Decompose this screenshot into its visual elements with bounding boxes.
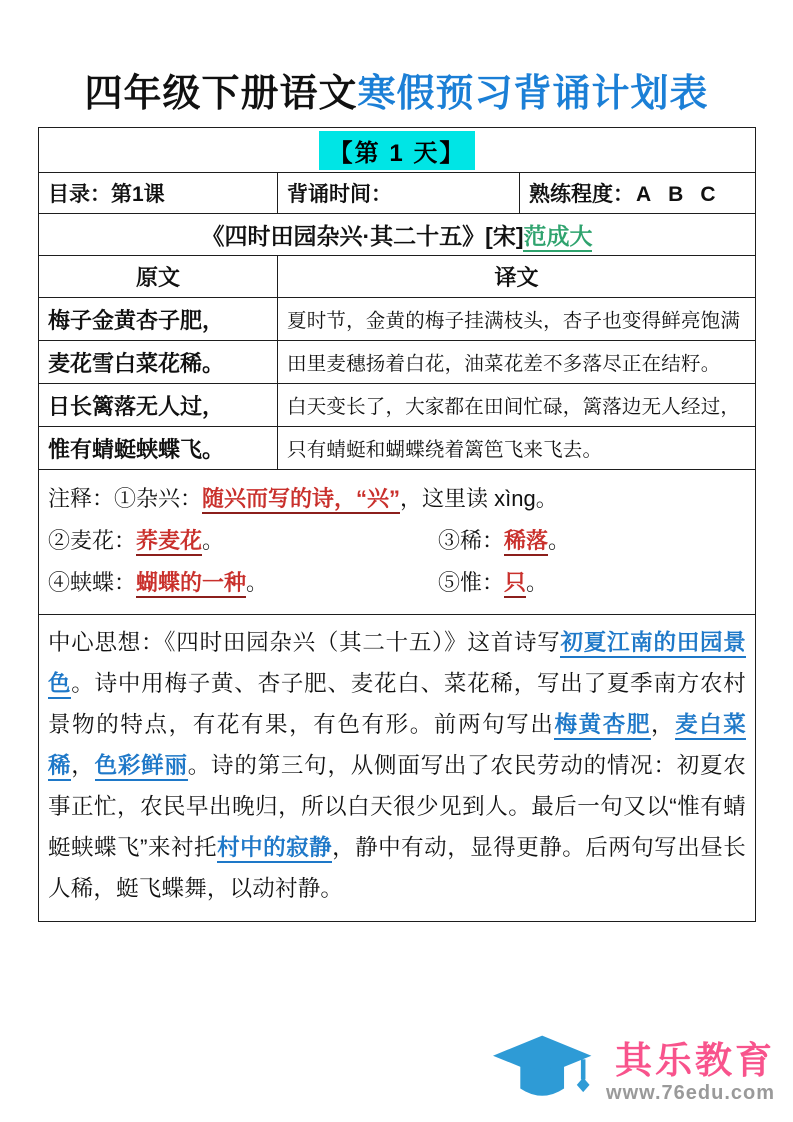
table-row bbox=[39, 298, 756, 341]
catalog-cell: 目录：第1课 bbox=[39, 173, 278, 214]
brand-name: 其乐教育 bbox=[615, 1040, 775, 1081]
poem-original: 惟有蜻蜓蛱蝶飞。 bbox=[39, 427, 278, 470]
page-title-blue: 寒假预习背诵计划表 bbox=[357, 73, 709, 115]
day-header-cell bbox=[39, 128, 756, 173]
poem-author-link[interactable]: 范成大 bbox=[523, 223, 592, 252]
column-header-translation: 译文 bbox=[278, 256, 756, 298]
day-header-badge: 【第 1 天】 bbox=[319, 131, 476, 170]
poem-translation: 田里麦穗扬着白花，油菜花差不多落尽正在结籽。 bbox=[278, 341, 756, 384]
proficiency-option-b: B bbox=[668, 183, 684, 206]
note-line-3 bbox=[48, 562, 746, 604]
poem-translation: 白天变长了，大家都在田间忙碌，篱落边无人经过， bbox=[278, 384, 756, 427]
proficiency-label: 熟练程度： bbox=[529, 183, 634, 206]
proficiency-option-c: C bbox=[700, 183, 716, 206]
proficiency-option-a: A bbox=[636, 183, 652, 206]
note-2-left: ②麦花：荞麦花。 bbox=[48, 520, 438, 562]
poem-title-cell bbox=[39, 214, 756, 256]
poem-translation: 夏时节，金黄的梅子挂满枝头，杏子也变得鲜亮饱满 bbox=[278, 298, 756, 341]
note-line-1: 注释：①杂兴：随兴而写的诗，“兴”，这里读 xìng。 bbox=[48, 478, 746, 520]
note-4-left: ④蛱蝶：蝴蝶的一种。 bbox=[48, 562, 438, 604]
note-line-2 bbox=[48, 520, 746, 562]
notes-cell bbox=[39, 470, 756, 615]
table-row bbox=[39, 341, 756, 384]
main-idea-cell bbox=[39, 615, 756, 922]
poem-title-text: 《四时田园杂兴·其二十五》[宋] bbox=[201, 223, 524, 249]
recite-time-cell: 背诵时间： bbox=[278, 173, 520, 214]
study-plan-table bbox=[38, 127, 756, 922]
table-row bbox=[39, 384, 756, 427]
note-3-right: ③稀：稀落。 bbox=[438, 528, 570, 556]
table-row bbox=[39, 427, 756, 470]
brand-text-block bbox=[606, 1041, 775, 1105]
page-title-black: 四年级下册语文 bbox=[84, 73, 358, 115]
poem-translation: 只有蜻蜓和蝴蝶绕着篱笆飞来飞去。 bbox=[278, 427, 756, 470]
note-5-right: ⑤惟：只。 bbox=[438, 570, 548, 598]
graduation-cap-icon bbox=[488, 1032, 600, 1114]
poem-original: 麦花雪白菜花稀。 bbox=[39, 341, 278, 384]
brand-url-link[interactable]: www.76edu.com bbox=[606, 1082, 775, 1104]
brand-logo bbox=[488, 1032, 775, 1114]
poem-original: 日长篱落无人过， bbox=[39, 384, 278, 427]
proficiency-cell bbox=[520, 173, 756, 214]
poem-original: 梅子金黄杏子肥， bbox=[39, 298, 278, 341]
column-header-original: 原文 bbox=[39, 256, 278, 298]
main-idea-text: 中心思想：《四时田园杂兴（其二十五）》这首诗写初夏江南的田园景色。诗中用梅子黄、杏子肥、麦花白、菜花稀，写出了夏季南方农村景物的特点，有花有果，有色有形。前两句写出梅黄杏肥，麦白菜稀，色彩鲜丽。诗的第三句，从侧面写出了农民劳动的情况：初夏农事正忙，农民早出晚归，所以白天很少见到人。最后一句又以“惟有蜻蜓蛱蝶飞”来衬托村中的寂静，静中有动，显得更静。后两句写出昼长人稀，蜓飞蝶舞，以动衬静。 bbox=[48, 630, 747, 901]
page-title bbox=[0, 62, 793, 117]
